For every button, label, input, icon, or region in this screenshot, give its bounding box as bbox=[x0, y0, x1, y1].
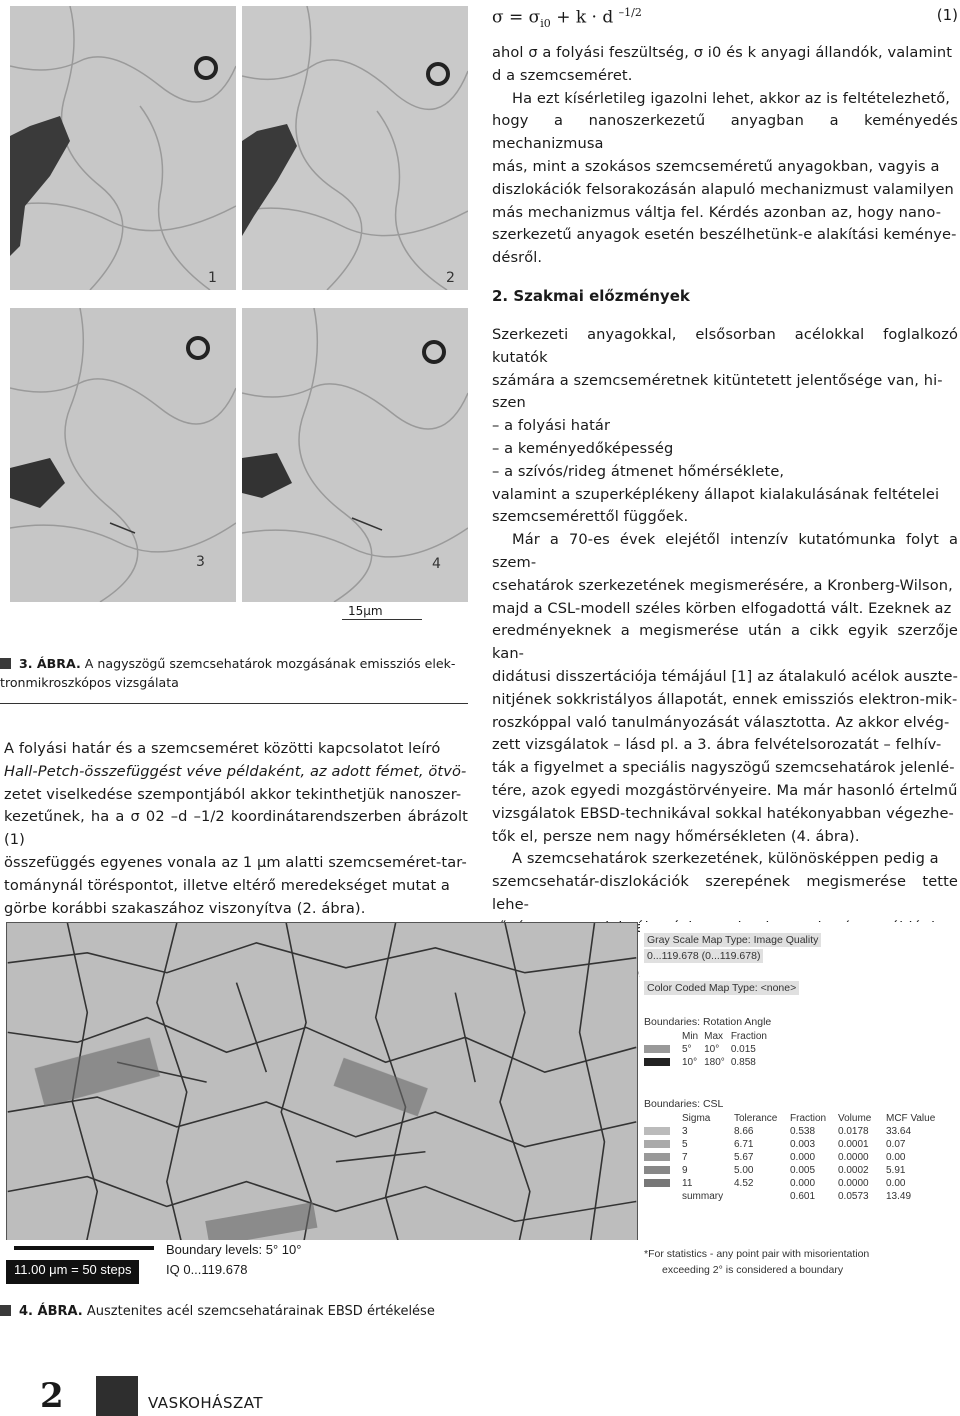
panel-label-3: 3 bbox=[196, 554, 205, 570]
right-line: didátusi disszertációja témájául [1] az átalakuló acélok auszte- bbox=[492, 667, 958, 685]
formula-1 bbox=[492, 6, 960, 30]
right-line: tők el, persze nem nagy hőmérsékleten (4. ábra). bbox=[492, 827, 860, 845]
figure4-caption-label: 4. ÁBRA. bbox=[19, 1304, 83, 1319]
rotation-angle-table bbox=[644, 1030, 773, 1069]
list-item: – a folyási határ bbox=[492, 417, 611, 435]
statistics-note-line1: *For statistics - any point pair with misorientation bbox=[644, 1248, 870, 1260]
micrograph-2-image bbox=[242, 6, 468, 290]
formula-text: σ = σ bbox=[492, 7, 541, 28]
right-line: vizsgálatok EBSD-technikával sokkal hatékonyabban végezhe- bbox=[492, 804, 954, 822]
left-line: görbe korábbi szakaszához viszonyítva (2. ábra). bbox=[4, 899, 366, 917]
left-line: Hall-Petch-összefüggést véve példaként, az adott fémet, ötvö- bbox=[4, 762, 467, 780]
right-line: roszkóppal való tanulmányozását választotta. Az akkor elvég- bbox=[492, 713, 950, 731]
right-line: számára a szemcseméretnek kitüntetett jelentősége van, hi- bbox=[492, 371, 943, 389]
figure3-caption-label: 3. ÁBRA. bbox=[19, 656, 81, 671]
journal-name: VASKOHÁSZAT bbox=[148, 1394, 264, 1412]
gray-scale-title: Gray Scale Map Type: Image Quality bbox=[644, 934, 821, 946]
right-line: ták a figyelmet a speciális nagyszögű szemcsehatárok jelenlé- bbox=[492, 759, 955, 777]
boundary-levels: Boundary levels: 5° 10° bbox=[166, 1242, 302, 1257]
right-line: désről. bbox=[492, 249, 543, 267]
right-line: szerkezetű anyagok esetén beszélhetünk-e alakítási keménye- bbox=[492, 226, 957, 244]
ebsd-grain-map-image bbox=[7, 923, 637, 1285]
boundary-swatch bbox=[644, 1058, 670, 1066]
table-row: 5° 10° 0.015 bbox=[644, 1043, 773, 1056]
gray-scale-range: 0...119.678 (0...119.678) bbox=[644, 950, 763, 962]
ebsd-map bbox=[6, 922, 638, 1286]
right-line: tére, azok egyedi mozgástörvényeire. Ma már hasonló értelmű bbox=[492, 781, 958, 799]
table-row: summary 0.601 0.0573 13.49 bbox=[682, 1191, 912, 1202]
right-line: majd a CSL-modell széles körben elfogadottá vált. Ezeknek az bbox=[492, 599, 952, 617]
micrograph-panel-1 bbox=[10, 6, 236, 290]
ebsd-map-legend bbox=[6, 1240, 638, 1286]
panel-label-2: 2 bbox=[446, 270, 455, 286]
color-coded-title: Color Coded Map Type: <none> bbox=[644, 982, 799, 994]
statistics-note-line2: exceeding 2° is considered a boundary bbox=[662, 1264, 844, 1276]
left-line: kezetűnek, ha a σ 02 –d –1/2 koordinátarendszerben ábrázolt (1) bbox=[4, 808, 468, 849]
rotation-angle-title: Boundaries: Rotation Angle bbox=[644, 1016, 772, 1028]
rot-header-min: Min bbox=[682, 1031, 699, 1042]
right-line: d a szemcseméret. bbox=[492, 66, 633, 84]
formula-number: (1) bbox=[936, 6, 958, 24]
scale-bar-label: 15μm bbox=[348, 604, 383, 618]
right-line: szemcsehatár-diszlokációk szerepének megismerése tette lehe- bbox=[492, 873, 958, 913]
page-number: 2 bbox=[40, 1376, 64, 1416]
formula-sub: i0 bbox=[540, 17, 551, 31]
section-heading: 2. Szakmai előzmények bbox=[492, 287, 690, 305]
formula-mid: + k · d bbox=[550, 7, 619, 28]
ebsd-iq-label: IQ 0...119.678 bbox=[166, 1262, 248, 1277]
micrograph-panel-2 bbox=[242, 6, 468, 290]
scale-bar bbox=[342, 606, 422, 620]
right-line: más, mint a szokásos szemcseméretű anyagokban, vagyis a bbox=[492, 157, 940, 175]
figure4-caption-text: Ausztenites acél szemcsehatárainak EBSD értékelése bbox=[86, 1304, 435, 1319]
right-column-body bbox=[492, 324, 958, 1008]
csl-title: Boundaries: CSL bbox=[644, 1098, 724, 1110]
formula-sup: –1/2 bbox=[618, 6, 642, 19]
table-row: 5 6.71 0.003 0.0001 0.07 bbox=[644, 1138, 941, 1151]
left-line: zetet viselkedése szempontjából akkor tekinthetjük nanoszer- bbox=[4, 785, 462, 803]
list-item: – a szívós/rideg átmenet hőmérséklete, bbox=[492, 462, 785, 480]
rot-header-fraction: Fraction bbox=[730, 1031, 767, 1042]
right-line: szen bbox=[492, 394, 526, 412]
right-line: ahol σ a folyási feszültség, σ i0 és k anyagi állandók, valamint bbox=[492, 44, 953, 61]
table-row: 7 5.67 0.000 0.0000 0.00 bbox=[644, 1151, 941, 1164]
csl-table: Sigma Tolerance Fraction Volume MCF Value 3 8.66 0.538 0.0178 33.64 5 6.71 0.003 0.0001 0.07 7 5.67 0.000 0.0000 0.00 9 5.00 0.005 0.0002 5.91 11 4.52 0.000 0.0000 0.00 summary 0.601 0.0573 13.49 bbox=[644, 1112, 941, 1203]
left-line: összefüggés egyenes vonala az 1 μm alatti szemcseméret-tar- bbox=[4, 853, 467, 871]
micrograph-1-image bbox=[10, 6, 236, 290]
micrograph-panel-4 bbox=[242, 308, 468, 602]
table-row: 10° 180° 0.858 bbox=[644, 1056, 773, 1069]
right-line: hogy a nanoszerkezetű anyagban a keményedés mechanizmusa bbox=[492, 112, 958, 153]
boundary-swatch bbox=[644, 1045, 670, 1053]
right-line: más mechanizmus váltja fel. Kérdés azonban az, hogy nano- bbox=[492, 203, 942, 221]
ebsd-steps-label: 11.00 μm = 50 steps bbox=[6, 1260, 139, 1284]
caption-bullet-square bbox=[0, 1305, 11, 1316]
left-line: tománynál töréspontot, illetve eltérő meredekséget mutat a bbox=[4, 876, 450, 894]
right-line: diszlokációk felsorakozásán alapuló mechanizmust valamilyen bbox=[492, 180, 954, 198]
right-column-intro bbox=[492, 42, 958, 270]
caption-bullet-square bbox=[0, 658, 11, 669]
right-line: valamint a szuperképlékeny állapot kialakulásának feltételei bbox=[492, 485, 940, 503]
table-row: 11 4.52 0.000 0.0000 0.00 bbox=[644, 1177, 941, 1190]
figure3-caption bbox=[0, 654, 468, 692]
figure3-caption-line1: A nagyszögű szemcsehatárok mozgásának emissziós elek- bbox=[84, 656, 456, 671]
table-row: 3 8.66 0.538 0.0178 33.64 bbox=[644, 1125, 941, 1138]
ebsd-info-panel bbox=[640, 922, 960, 1286]
list-item: – a keményedőképesség bbox=[492, 439, 674, 457]
right-line: A szemcsehatárok szerkezetének, különösképpen pedig a bbox=[512, 850, 939, 868]
right-line: nitjének sokkristályos állapotát, ennek emissziós elektron-mik- bbox=[492, 690, 958, 708]
footer-decor-block bbox=[96, 1376, 138, 1416]
right-line: Már a 70-es évek elejétől intenzív kutatómunka folyt a szem- bbox=[492, 531, 958, 571]
right-line: eredményeknek a megismerése után a cikk egyik szerzője kan- bbox=[492, 622, 958, 663]
micrograph-panel-3 bbox=[10, 308, 236, 602]
rot-header-max: Max bbox=[704, 1031, 724, 1042]
right-line: szemcsemérettől függőek. bbox=[492, 508, 689, 526]
panel-label-1: 1 bbox=[208, 270, 217, 286]
panel-label-4: 4 bbox=[432, 556, 441, 572]
ebsd-scale-bar bbox=[14, 1246, 154, 1250]
right-line: Ha ezt kísérletileg igazolni lehet, akkor az is feltételezhető, bbox=[512, 89, 951, 107]
right-line: Szerkezeti anyagokkal, elsősorban acélokkal foglalkozó kutatók bbox=[492, 326, 958, 366]
table-row: 9 5.00 0.005 0.0002 5.91 bbox=[644, 1164, 941, 1177]
caption-divider bbox=[0, 703, 468, 704]
right-line: zett vizsgálatok – lásd pl. a 3. ábra felvételsorozatát – felhív- bbox=[492, 736, 942, 754]
left-line: A folyási határ és a szemcseméret közötti kapcsolatot leíró bbox=[4, 740, 441, 757]
right-line: csehatárok szerkezetének megismerésére, a Kronberg-Wilson, bbox=[492, 576, 953, 594]
figure4-caption bbox=[0, 1302, 960, 1321]
left-column-text bbox=[4, 738, 468, 920]
figure3-caption-line2: tronmikroszkópos vizsgálata bbox=[0, 675, 179, 690]
